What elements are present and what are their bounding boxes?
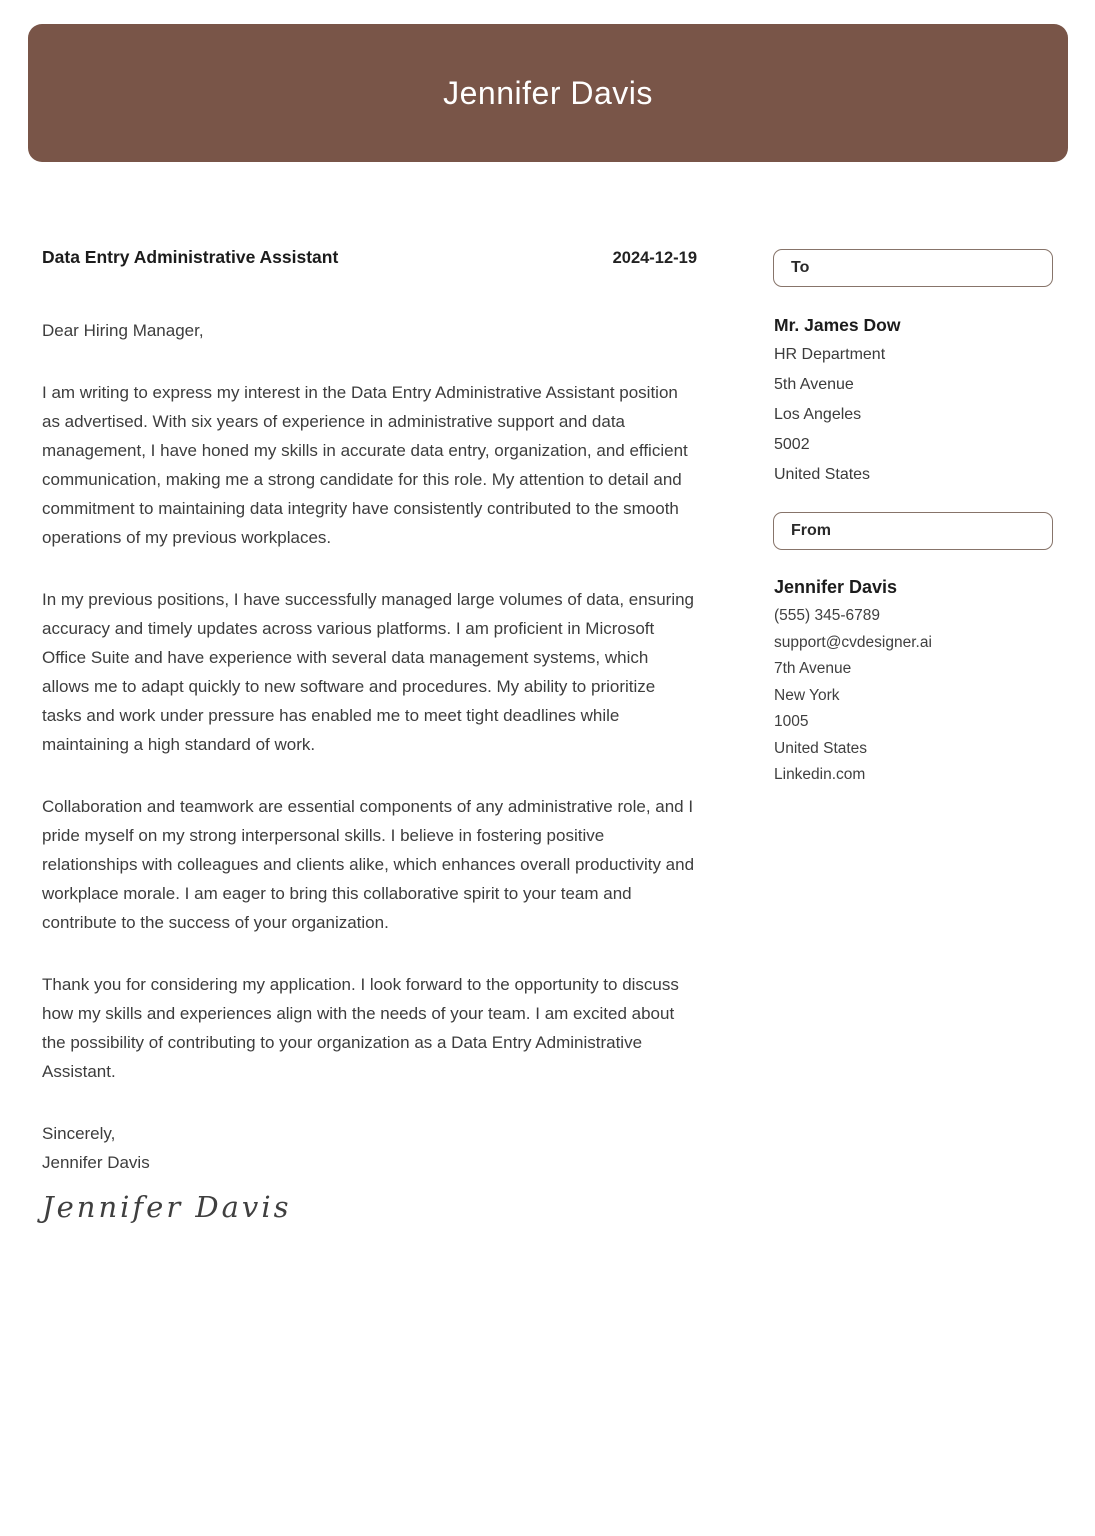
sender-line: 7th Avenue [774,660,852,677]
signature: Jennifer Davis [42,1190,292,1224]
letter-title-row [42,243,697,273]
sender-line: United States [774,739,868,757]
closing-word: Sincerely, [42,1124,116,1143]
salutation: Dear Hiring Manager, [42,321,204,340]
sender-lines [774,603,1052,789]
letter-paragraphs [42,378,697,1086]
recipient-line: Los Angeles [774,406,862,423]
letter-paragraph: I am writing to express my interest in the Data Entry Administrative Assistant position as advertised. With six years of experience in administrative support and data management, I have honed my skills in accurate data entry, organization, and efficient communication, making me a strong candidate for this role. My attention to detail and commitment to maintaining data integrity have consistently contributed to the smooth operations of my previous workplaces. [42,383,688,547]
letter-paragraph: In my previous positions, I have successfully managed large volumes of data, ensuring accuracy and timely updates across various platforms. I am proficient in Microsoft Office Suite and have experience with several data management systems, which allows me to adapt quickly to new software and procedures. My ability to prioritize tasks and work under pressure has enabled me to meet tight deadlines while maintaining a high standard of work. [42,590,695,754]
contact-sidebar [773,249,1053,811]
recipient-block [774,310,1052,490]
closing-name: Jennifer Davis [42,1153,150,1172]
closing-block [42,1119,697,1177]
sender-line: Linkedin.com [774,766,866,783]
page-title: Jennifer Davis [443,74,653,111]
from-field-label: From [791,522,831,539]
sender-block [774,573,1052,789]
sender-line: support@cvdesigner.ai [774,633,932,651]
sender-line: New York [774,686,840,704]
letter-paragraph: Collaboration and teamwork are essential components of any administrative role, and I pride myself on my strong interpersonal skills. I believe in fostering positive relationships with colleagues and clients alike, which enhances overall productivity and workplace morale. I am eager to bring this collaborative spirit to your team and contribute to the success of your organization. [42,797,695,932]
header-banner [28,24,1068,162]
recipient-name: Mr. James Dow [774,315,901,335]
letter-date: 2024-12-19 [612,249,697,267]
job-title: Data Entry Administrative Assistant [42,247,339,267]
from-field-box [773,512,1053,550]
recipient-lines [774,340,1052,490]
letter-body [42,243,697,1222]
recipient-line: United States [774,466,871,483]
sender-line: (555) 345-6789 [774,607,880,624]
recipient-line: HR Department [774,346,886,363]
sender-name: Jennifer Davis [774,577,898,597]
letter-paragraph: Thank you for considering my application. I look forward to the opportunity to discuss how my skills and experiences align with the needs of your team. I am excited about the possibility of contributing to your organization as a Data Entry Administrative Assistant. [42,975,679,1081]
to-field-label: To [791,259,810,276]
to-field-box [773,249,1053,287]
sender-line: 1005 [774,713,809,730]
recipient-line: 5002 [774,436,810,453]
recipient-line: 5th Avenue [774,376,854,393]
